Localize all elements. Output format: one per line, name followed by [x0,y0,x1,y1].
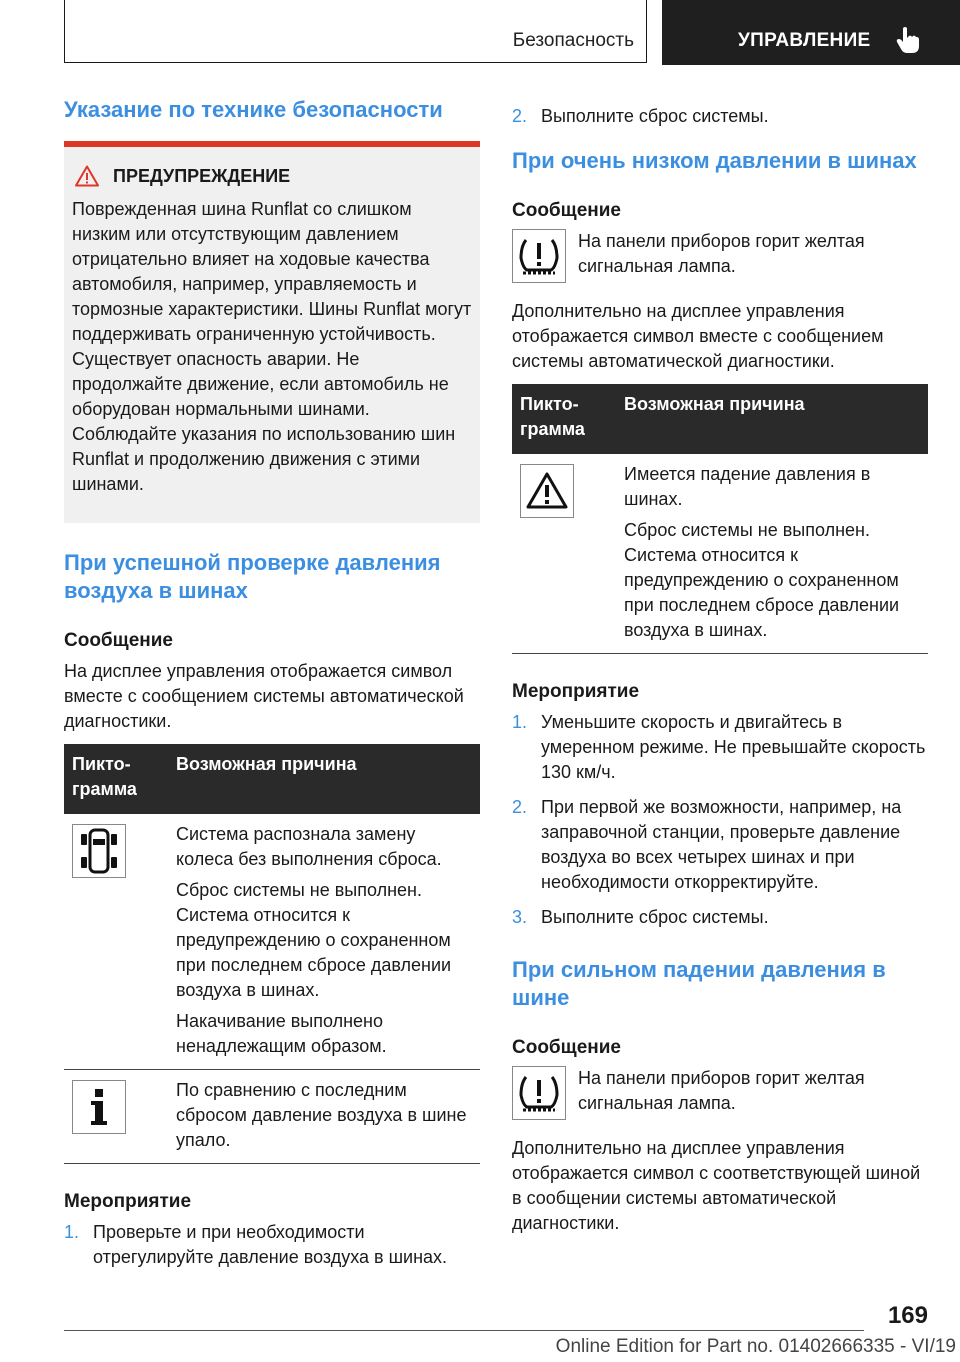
cause-table [512,384,928,654]
step-text: Выполните сброс системы. [541,907,769,927]
info-icon [72,1080,126,1134]
message-label: Сообщение [512,1037,621,1058]
measure-list [64,1220,480,1270]
col-pictogram-header: Пикто-грамма [64,744,168,814]
lamp-row [512,1066,928,1120]
step-number: 2. [512,797,528,817]
warning-text: Поврежденная шина Runflat со слишком низким или отсутствующим давлением отрицательно влияет на ходовые качества автомобиля, например, управляемость и тормозные характеристики. Шины Runflat могут поддерживать ограниченную устойчивость. Существует опасность аварии. Не продолжайте движение, если автомобиль не оборудован нормальными шинами. Соблюдайте указания по использованию шин Runflat и продолжению движения с этими шинами. [72,199,472,494]
table-row [64,1070,480,1164]
message-label: Сообщение [64,630,173,651]
message-text: На дисплее управления отображается символ вместе с сообщением системы автоматической диагностики. [64,661,464,731]
header-chapter-tab [662,0,960,65]
header-chapter-title: УПРАВЛЕНИЕ [738,30,871,51]
tyre-pressure-warning-icon [512,229,566,283]
measure-label: Мероприятие [64,1191,192,1212]
tyre-pressure-warning-icon [512,1066,566,1120]
cause-text: Имеется падение давления в шинах. [624,464,871,509]
footer-edition: Online Edition for Part no. 01402666335 - VI/19 [555,1336,956,1357]
section-heading-success: При успешной проверке давления воздуха в шинах [64,550,441,603]
section-heading-strong-drop: При сильном падении давления в шине [512,957,886,1010]
warning-triangle-icon [75,165,99,187]
cause-table [64,744,480,1164]
right-column [512,96,928,1236]
list-item [64,1220,480,1270]
step-number: 1. [64,1222,80,1242]
step-number: 1. [512,712,528,732]
col-cause-header: Возможная причина [616,384,928,454]
left-column [64,96,480,1270]
list-item [512,795,928,895]
list-item [512,104,928,129]
warning-title: ПРЕДУПРЕЖДЕНИЕ [113,165,291,186]
step-text: Проверьте и при необходимости отрегулируйте давление воздуха в шинах. [93,1222,448,1267]
step-number: 3. [512,907,528,927]
car-tyres-icon [72,824,126,878]
hand-pointer-icon [896,26,920,54]
safety-heading: Указание по технике безопасности [64,97,443,122]
table-header-row [512,384,928,454]
page-number: 169 [887,1302,928,1329]
footer-rule [64,1330,864,1331]
lamp-row [512,229,928,283]
col-pictogram-header: Пикто-грамма [512,384,616,454]
list-item [512,905,928,930]
warning-triangle-icon [520,464,574,518]
warning-box [64,147,480,523]
cause-text: Система распознала замену колеса без выполнения сброса. [176,824,442,869]
table-row [512,454,928,654]
step-text: Уменьшите скорость и двигайтесь в умеренном режиме. Не превышайте скорость 130 км/ч. [541,712,926,782]
cause-text: Сброс системы не выполнен. Система относится к предупреждению о сохраненном при последнем сбросе давлении воздуха в шинах. [624,520,900,640]
step-text: Выполните сброс системы. [541,106,769,126]
message-label: Сообщение [512,200,621,221]
extra-text: Дополнительно на дисплее управления отображается символ с соответствующей шиной в сообщении системы автоматической диагностики. [512,1138,921,1233]
cause-text: По сравнению с последним сбросом давление воздуха в шине упало. [176,1080,467,1150]
table-row [64,814,480,1070]
extra-text: Дополнительно на дисплее управления отображается символ вместе с сообщением системы автоматической диагностики. [512,301,884,371]
step-text: При первой же возможности, например, на заправочной станции, проверьте давление воздуха во всех четырех шинах и при необходимости откорректируйте. [541,797,902,892]
cause-text: Накачивание выполнено ненадлежащим образом. [176,1011,387,1056]
lamp-text: На панели приборов горит желтая сигнальная лампа. [578,231,865,276]
measure-list-continued [512,104,928,129]
header-section-title: Безопасность [512,30,634,51]
table-header-row [64,744,480,814]
list-item [512,710,928,785]
lamp-text: На панели приборов горит желтая сигнальная лампа. [578,1068,865,1113]
col-cause-header: Возможная причина [168,744,480,814]
measure-list [512,710,928,930]
section-heading-very-low: При очень низком давлении в шинах [512,148,917,173]
step-number: 2. [512,106,528,126]
measure-label: Мероприятие [512,681,640,702]
warning-title-row [75,165,472,187]
header-section-box [64,0,647,63]
cause-text: Сброс системы не выполнен. Система относится к предупреждению о сохраненном при последнем сбросе давлении воздуха в шинах. [176,880,452,1000]
